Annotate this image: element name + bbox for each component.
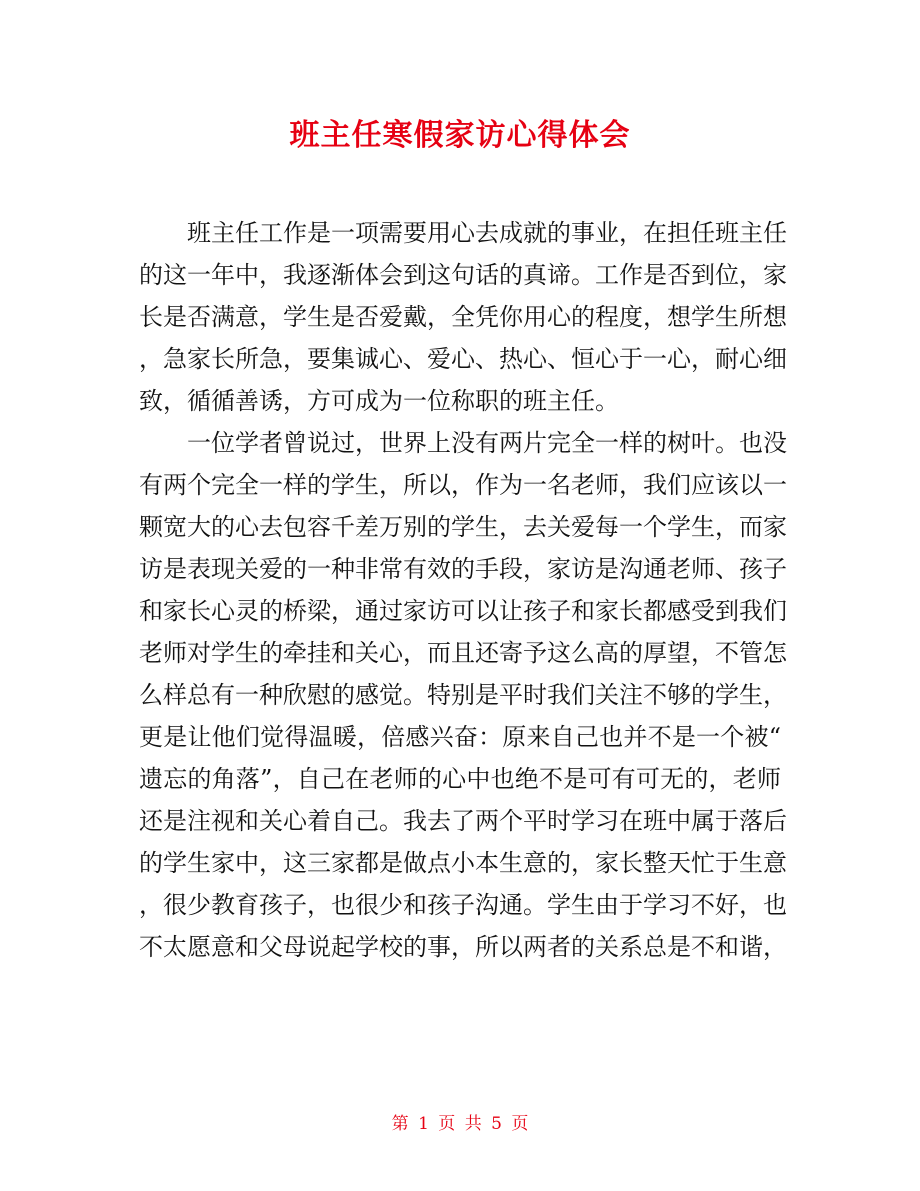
text-line: 长是否满意，学生是否爱戴，全凭你用心的程度，想学生所想	[139, 303, 787, 331]
text-line: 班主任工作是一项需要用心去成就的事业，在担任班主任	[187, 219, 787, 247]
text-line: 还是注视和关心着自己。我去了两个平时学习在班中属于落后	[139, 807, 787, 835]
text-line: 的这一年中，我逐渐体会到这句话的真谛。工作是否到位，家	[139, 261, 787, 289]
text-line: ，很少教育孩子，也很少和孩子沟通。学生由于学习不好，也	[139, 891, 787, 919]
document-body	[139, 212, 787, 968]
text-line: 不太愿意和父母说起学校的事，所以两者的关系总是不和谐，	[139, 933, 787, 961]
text-line: 遗忘的角落”，自己在老师的心中也绝不是可有可无的，老师	[139, 765, 781, 793]
text-line: 颗宽大的心去包容千差万别的学生，去关爱每一个学生，而家	[139, 513, 787, 541]
text-line: 一位学者曾说过，世界上没有两片完全一样的树叶。也没	[187, 429, 787, 457]
document-title: 班主任寒假家访心得体会	[289, 118, 631, 153]
text-line: ，急家长所急，要集诚心、爱心、热心、恒心于一心，耐心细	[139, 345, 787, 373]
text-line: 的学生家中，这三家都是做点小本生意的，家长整天忙于生意	[139, 849, 787, 877]
text-line: 致，循循善诱，方可成为一位称职的班主任。	[139, 387, 619, 415]
text-line: 和家长心灵的桥梁，通过家访可以让孩子和家长都感受到我们	[139, 597, 787, 625]
text-line: 更是让他们觉得温暖，倍感兴奋：原来自己也并不是一个被“	[139, 723, 781, 751]
text-line: 有两个完全一样的学生，所以，作为一名老师，我们应该以一	[139, 471, 787, 499]
text-line: 么样总有一种欣慰的感觉。特别是平时我们关注不够的学生，	[139, 681, 787, 709]
text-line: 访是表现关爱的一种非常有效的手段，家访是沟通老师、孩子	[139, 555, 787, 583]
text-line: 老师对学生的牵挂和关心，而且还寄予这么高的厚望，不管怎	[139, 639, 787, 667]
page-number: 第 1 页 共 5 页	[391, 1114, 529, 1134]
